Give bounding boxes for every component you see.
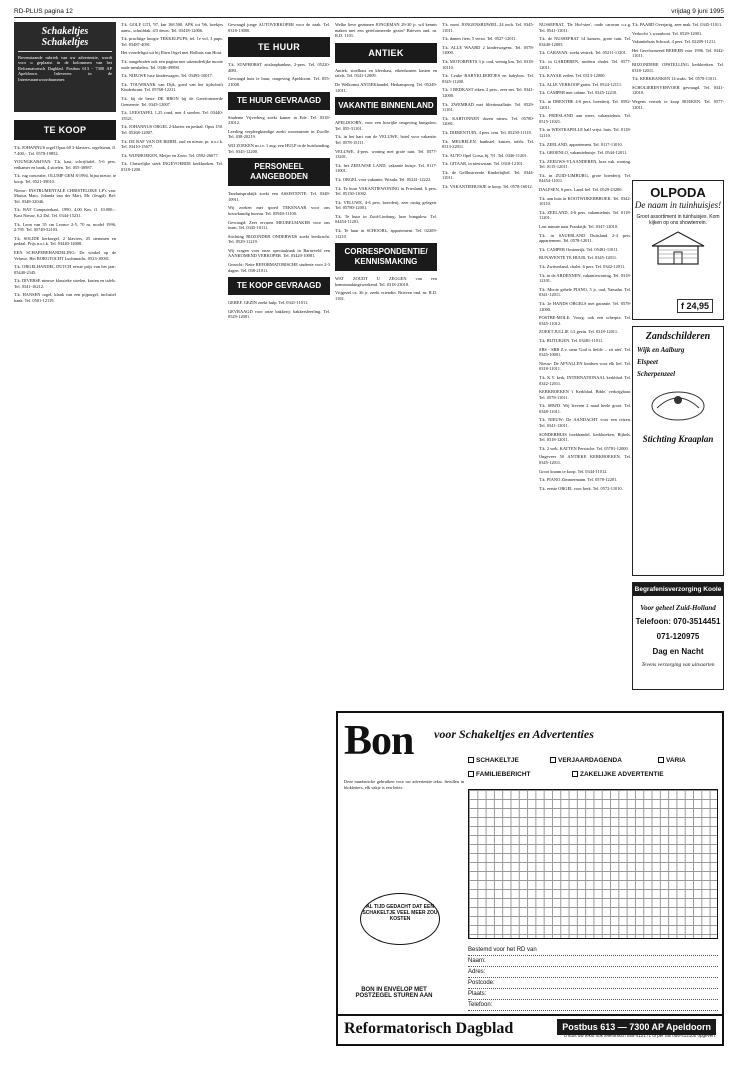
tuinhuis-drawing (648, 230, 708, 266)
field-adres[interactable]: Adres: (468, 967, 718, 978)
classified-ad: T.k. rug concealer, OLUMP GEM 8/1994, bijna nieuw, te koop. Tel. 0521-39010. (14, 173, 116, 184)
classified-ad: T.k. mooi JONGENSRIJWIEL 24 inch. Tel. 0345-11011. (442, 22, 534, 33)
column-8-real (632, 22, 724, 177)
classified-ad: T.k. de NUSSEFRAT 14 kamers, grote tuin. Tel. 03440-12005. (539, 36, 631, 47)
checkbox-icon[interactable] (468, 757, 474, 763)
option-familiebericht[interactable] (468, 771, 531, 778)
classified-ad: SBS - SBB Z.v. stem 'God is liefde ... zit niet'. Tel. 0345-10001. (539, 346, 631, 358)
column-3-lead (228, 22, 330, 33)
classified-ad: POSTBE-MOLE: Voorg. ook een scherpte. Tel. 0345-11012. (539, 315, 631, 326)
classified-ad: Nieuw: INSTRUMENTALE CHRISTELIJKE LP's van: Marius Mato, Jolanda van der Mart, Mr. (Jeugd). Bel: Tel. 0348-32046. (14, 187, 116, 204)
bon-conditions: Deze numbericke gebruiken voor uw advertentie tekst. Invullen in blokletters, elk vakje is een letter. (344, 779, 464, 790)
checkbox-icon[interactable] (658, 757, 664, 763)
checkbox-icon[interactable] (550, 757, 556, 763)
header-vakantie-binnenland: VAKANTIE BINNENLAND (335, 97, 437, 115)
classified-ad: T.k. MOTORFIETS 3 jr. oud, weinig km. Tel. 0318-10110. (442, 58, 534, 70)
classified-ad: T.k. het ZEEUWSE LAND, vakantie huisje. Tel. 0117-11001. (335, 162, 437, 174)
classified-ad: T.k. ZWEMBAD met filterinstallatie. Tel. 0529-11101. (442, 101, 534, 113)
option-verjaardagenda[interactable] (550, 757, 622, 764)
option-schakeltje[interactable] (468, 757, 519, 764)
column-3-personeel (228, 191, 330, 273)
classified-ad: T.k. in SAUERLAND Duitsland 2-4 pers. appartement. Tel. 0578-12011. (539, 232, 631, 244)
option-zakelijke[interactable] (572, 771, 664, 778)
column-4-antiek (335, 68, 437, 93)
classified-ad: Verkocht 's woonboot. Tel. 0529-12001. (632, 30, 703, 36)
classified-ad: T.k. WIJNBOEKEN, Meijer en Zoon. Tel. 0592-26677. (121, 152, 219, 158)
classified-ad: T.k. Leon van 55 cm Leonor 2-5, 70 m, model 1996, 2.795. Tel. 05749-52103. (14, 221, 116, 233)
classified-ad: T.k. in DRENTHE 4-6 pers. boerderij. Tel. 0592-12011. (539, 98, 631, 110)
bon-title: Bon (344, 718, 414, 764)
olpoda-ad (632, 180, 724, 320)
classified-ad: Wegens vertrek te koop BOEKEN. Tel. 0577-12011. (632, 98, 724, 110)
olpoda-text: Groot assortiment in tuinhuisjes. Kom kijken op ons showterrein. (636, 214, 720, 226)
classified-ad: De Welkomst ANTIEKhandel, Heikampweg. Tel. 05249-12011. (335, 81, 437, 93)
classified-ad: T.k. AUTO Opel Corsa, bj. '91. Tel. 0346-11201. (442, 152, 528, 158)
column-1 (14, 116, 116, 1051)
bon-form (336, 711, 724, 1046)
classified-ad: Tandartspraktijk zoekt een ASSISTENTE. Tel. 0348-10911. (228, 191, 330, 202)
classified-ad: T.k. aangeboden ook een pagina met uitzonderlijke mooie oude meubelen. Tel. 0346-49890. (121, 58, 223, 70)
option-familiebericht-label: FAMILIEBERICHT (476, 771, 531, 778)
column-6 (539, 22, 631, 707)
classified-ad: T.k. Te huur VAKANTIEWONING in Friesland, 6 pers. Tel. 05150-11002. (335, 185, 437, 197)
classified-ad: T.k. DIVERSE nieuwe klassieke stoelen, kasten en tafels. Tel. 0341-16212. (14, 278, 116, 289)
column-3 (228, 22, 330, 1052)
classified-ad: BIJZONDERE OPSTELLING kerkboeken. Tel. 0318-12011. (632, 61, 724, 73)
classified-ad: VELUWE, 4-pers. woning met grote tuin. Tel. 0577-13201. (335, 148, 437, 160)
option-schakeltje-label: SCHAKELTJE (476, 757, 519, 764)
olpoda-title: OLPODA (650, 185, 706, 200)
masthead (14, 8, 724, 20)
classified-ad: T.k. CAMPER Oostenrijk. Tel. 05481-11011. (539, 246, 619, 252)
classified-ad: T.k. in GARDEREN, modern chalet. Tel. 0577-12011. (539, 58, 631, 70)
classified-ad: T.k. GROENLO, vakantiehuisje. Tel. 0544-12011. (539, 150, 628, 156)
classified-ad: T.k. ZEELAND, appartement. Tel. 0117-11010. (539, 141, 623, 147)
zand-sign: Stichting Kraaplan (642, 434, 714, 444)
classified-ad: T.k. NIEUWE luxe kinderwagen. Tel. 03495-10017. (121, 73, 213, 79)
classified-ad: T.k. in de ARDENNEN, vakantiewoning. Tel. 0318-12101. (539, 272, 631, 284)
option-verjaardagenda-label: VERJAARDAGENDA (558, 757, 622, 764)
classified-ad: T.k. HANSEN orgel, klank van een pijporgel, inclusief bank. Tel. 0581-12119. (14, 292, 116, 304)
checkbox-icon[interactable] (572, 771, 578, 777)
classified-ad: SONDERHUIS boekhandel, kerkboeken, Bijbels. Tel. 0318-12011. (539, 431, 631, 443)
option-varia-label: VARIA (666, 757, 686, 764)
classified-ad: T.k. eerste ORGEL voor kerk. Tel. 0572-11010. (539, 485, 623, 491)
begraaf-firm: Voor geheel Zuid-Holland (640, 604, 716, 612)
column-3-gevraagd (228, 115, 330, 155)
classified-ad: T.k. MEUBELEN, bankstel, kasten, tafels. Tel. 0513-22011. (442, 138, 534, 150)
column-2 (121, 22, 223, 1052)
classified-ad: T.k. ALLE WAARD 2 kinderwagens. Tel. 0578-11000. (442, 44, 534, 56)
classified-ad: T.k. ORGEL voor vakantie, Wouda. Tel. 05241-12222. (335, 176, 432, 182)
banner-intro: Bovenstaande rubriek van uw advertentie, wordt voor u geplaatst in de kolommen van het Reformatorisch Dagblad. Postbus 613 - 7300 AP Apeldoorn. Inleveren: in de Interieurantwoordnummer. (18, 55, 112, 82)
field-naam[interactable]: Naam: (468, 956, 718, 967)
classified-ad: WAT ZOUDT U ZEGGEN van een kennismakingsweekend. Tel. 0318-23018. (335, 276, 437, 287)
classified-ad: T.k. ALLE VERKOOP gratis. Tel. 0524-12111. (539, 81, 623, 87)
header-antiek: ANTIEK (335, 43, 437, 63)
classified-ad: YOUNGKAR4VAN: T.k. kast, schrijftafel, 5-6 pers. eetkamer en bank, 4 stoelen. Tel. 055-30987. (14, 159, 116, 170)
classified-ad: Groot kraam te koop. Tel. 0344-11012. (539, 468, 608, 474)
option-varia[interactable] (658, 757, 686, 764)
classified-ad: Het voordeligst uit bij Eben Orgel met Hofhuis van Hout. (121, 50, 223, 56)
classified-ad: T.k. KAYAK zeilen. Tel. 0313-12000. (539, 73, 606, 79)
column-6-ads (539, 22, 631, 491)
column-3-huur (228, 62, 330, 87)
classified-ad: Gezocht: Nette REFORMATORISCHE studente voor 2-3 dagen. Tel. 038-21011. (228, 262, 330, 273)
classified-ad: SCHOLIERENVERVOER gevraagd. Tel. 0341-12010. (632, 84, 724, 96)
column-4-corr (335, 276, 437, 301)
classified-ad: T.k. KARTONNEN dozen nieuw. Tel. 05780-12001. (442, 115, 534, 127)
classified-ad: T.k. STAPHORST zitslaapbanken, 2-pers. Tel. 05220-4081. (228, 62, 330, 73)
classified-ad: T.k. PAARD Overjarig, zeer mak. Tel. 0345-11011. (632, 22, 723, 27)
field-telefoon[interactable]: Telefoon: (468, 1000, 718, 1011)
begraaf-tel1: Telefoon: 070-3514451 (635, 617, 721, 626)
olpoda-subtitle: De naam in tuinhuisjes! (634, 200, 722, 210)
header-te-huur: TE HUUR (228, 37, 330, 57)
classified-ad: T.k. SRWD. Wij leveren 2 maal heele groot. Tel. 0348-11011. (539, 403, 631, 414)
classified-ad: T.k. NIEUW: De AANDACHT voor een reizen. Tel. 0341-13011. (539, 417, 631, 429)
classified-ad: T.k. JOHANNUS ORGEL 2-klavier en pedaal. Opus 150. Tel. 05268-12007. (121, 124, 223, 135)
classified-ad: Vrijgezel ca. 36 jr. zoekt vriendin. Brieven ond. nr. R.D. 1102. (335, 290, 437, 302)
classified-ad: T.k. bij de beste DE BRON bij de Gereformeerde Gemeente. Tel. 0345-12007. (121, 95, 223, 107)
classified-ad: ZOEKT JULLIE 1/2 gezin. Tel. 0318-12011. (539, 329, 619, 335)
header-personeel: PERSONEEL AANGEBODEN (228, 158, 330, 186)
classified-ad: T.k. in ZUID-LIMBURG, grote boerderij. Tel. 04454-11011. (539, 172, 631, 184)
classified-ad: Leerling verpleegkundige zoekt woonruimte in Zwolle. Tel. 038-20219. (228, 128, 330, 140)
olpoda-price: f 24,95 (677, 299, 713, 313)
classified-ad: T.k. in het hart van de VELUWE, hotel voor vakantie. Tel. 0578-15111. (335, 134, 437, 145)
classified-ad: T.k. RIJTUIGEN. Tel. 03481-11011. (539, 337, 604, 343)
bon-oval: AL TIJD GEDACHT DAT EEN SCHAKELTJE VEEL MEER ZOU KOSTEN (360, 893, 440, 945)
classified-ad: Welke lieve gezinnen JONGEMAN 29-30 jr. wil kennis maken met een gereformeerde gezin? Brieven ond. nr. R.D. 1101. (335, 22, 437, 39)
classified-ad: T.k. 2e HANDS ORGELS met garantie. Tel. 0578-12000. (539, 300, 631, 312)
classified-ad: T.k. LEESTAFEL 1,25 rond, met 4 stoelen. Tel. 03440-15521. (121, 110, 223, 121)
header-te-huur-gevraagd: TE HUUR GEVRAAGD (228, 92, 330, 110)
classified-ad: T.k. VELUWE, 4-6 pers. boerderij, zeer rustig gelegen. Tel. 05780-12001. (335, 199, 437, 211)
bon-post: BON IN ENVELOP MET POSTZEGEL STUREN AAN (355, 987, 433, 999)
classified-ad: T.k. GOLF GTI, '97, km 168.500, APK tot '96, boekjes aanw., schuifdak, 4/5 deurs. Tel. 03418-12006. (121, 22, 223, 33)
option-zakelijke-label: ZAKELIJKE ADVERTENTIE (580, 771, 664, 778)
begraaf-tel2: 071-120975 (656, 632, 700, 641)
begraaf-dag: Dag en Nacht (652, 647, 704, 656)
classified-ad: T.k. CAMPER met cabine. Tel. 0345-12210. (539, 90, 618, 96)
classified-ad: T.k. prachtige hoogte TEKKELPUPS, tel. 1e vol, 3 pups. Tel. 03487-4091. (121, 36, 223, 47)
zand-emblem-icon (643, 384, 713, 424)
bon-tagline: voor Schakeltjes en Advertenties (434, 727, 594, 741)
column-3-tail (228, 300, 330, 320)
header-correspondentie: CORRESPONDENTIE/ KENNISMAKING (335, 243, 437, 271)
classified-ad: T.k. DE RAF VAN DE BIJBEL oud en nieuw, pr. n.o.t.k. Tel. 03410-15677. (121, 138, 223, 150)
begraaf-foot: Tevens verzorging van uitvaarten (641, 662, 715, 668)
classified-ad: GEVRAAGD voor onze bakkerij: bakkersleerling. Tel. 0529-12001. (228, 308, 330, 320)
classified-ad: T.k. ORGELHANDEL DUTCH eerste prijs van het jaar: 05440-2345. (14, 264, 116, 275)
classified-ad: T.k. PIANO Zimmermann. Tel. 0578-12201. (539, 477, 618, 483)
zandschilderen-ad (632, 326, 724, 576)
zand-elspeet: Elspeet (637, 358, 658, 366)
classified-ad: T.k. ZEEUWS-VLAANDEREN, luxe vak. woning. Tel. 0115-12011. (539, 158, 631, 170)
classified-ad: Gevraagd huis te huur, omgeving Apeldoorn. Tel. 055-21008. (228, 76, 330, 87)
column-5-ads (442, 22, 534, 190)
classified-ad: T.k. RAT Computerkast, 1990, 4,00 Km, fl. 10.000,-. Kast Nieuw, 6,2 Dsl. Tel. 0344-15231. (14, 207, 116, 218)
begrafenis-ad (632, 582, 724, 690)
classified-ad: Gevraagd jonge AUTOVERKOPER voor de zaak. Tel. 0318-13000. (228, 22, 330, 33)
masthead-date: vrijdag 9 juni 1995 (671, 8, 724, 15)
classified-ad: Last minute naar Frankrijk. Tel. 0347-12010. (539, 224, 619, 230)
field-rd[interactable]: Bestemd voor het RD van (468, 945, 718, 956)
classified-ad: GEREF. GEZIN zoekt hulp. Tel. 0341-11011. (228, 300, 309, 306)
classified-ad: T.k. FRIESLAND aan meer, vakantiehuis. Tel. 0515-11021. (539, 113, 631, 124)
classified-ad: T.k. DIERENTUIN, 4 pers. tent. Tel. 05250-11110. (442, 129, 532, 135)
header-te-koop: TE KOOP (14, 120, 116, 140)
column-2-ads (121, 22, 223, 172)
classified-ad: T.k. 2 wek. KATTEN Persische. Tel. 05781-12000. (539, 445, 629, 451)
classified-ad: Nieuw: De AFVALLEN kindsen voor elk lief. Tel. 0318-11011. (539, 360, 631, 372)
classified-ad: T.k. in WESTKAPELLE half vrijst. huis. Tel. 0118-12110. (539, 127, 631, 138)
column-8-ads (632, 22, 724, 110)
classified-ad: WIJ ZOEKEN m.i.v. 1 aug. een HULP in de huishouding. Tel. 0345-12200. (228, 142, 330, 154)
classified-ad: Stichting BIJZONDER ONDERWIJS zoekt leerkracht. Tel. 0529-11219. (228, 233, 330, 245)
schakeltjes-banner (14, 22, 116, 112)
classified-ad: T.k. Te huur in SCHOORL, appartement. Tel. 02209-11210. (335, 228, 437, 239)
classified-ad: Studente Vijverberg zoekt kamer in Ede. Tel. 0318-23012. (228, 114, 330, 126)
classified-ad: NUSSEFRAT, 'De Hof-stee', oude caravan o.z.g. Tel. 0541-11011. (539, 22, 631, 33)
classified-ad: T.k. Mooie gehele PIANO, 5 jr. oud, Yamaha. Tel. 0341-12011. (539, 286, 631, 298)
classified-ad: EEN SCHAPEBEHANDELING: De winkel op de Veluwe. Het BORGTOCHT Luchtmacht. 0523-10001. (14, 249, 116, 261)
classified-ad: T.k. Te huur in Zuid-Limburg, luxe bungalow. Tel. 04454-11201. (335, 213, 437, 225)
paper-address: Postbus 613 — 7300 AP Apeldoorn (557, 1019, 716, 1035)
classified-ad: T.k. CARAVAN: zoekt vertrek. Tel. 05211-11201. (539, 50, 627, 56)
masthead-page: RD-PLUS pagina 12 (14, 8, 73, 15)
column-1-ads (14, 145, 116, 304)
bon-fields (468, 945, 718, 1011)
classified-ad: DALFSEN, 6 pers. Land. bel. Tel. 0529-23200. (539, 187, 623, 193)
classified-ad: T.k. KERKBANKEN 14 stuks. Tel. 0578-11011. (632, 76, 718, 82)
classified-ad: T.k. dames fiets, 5 versn. Tel. 0527-12011. (442, 36, 517, 42)
classified-ad: T.k. GITAAR, in nieuwstaat. Tel. 0318-12101. (442, 161, 524, 167)
classified-ad: T.k. de Geïllustreerde Kinderbijbel. Tel. 0344-11011. (442, 169, 534, 181)
zand-title: Zandschilderen (645, 331, 711, 342)
classified-ad: T.k. Leuke BABYKLEERTJES en babybox. Tel. 0345-11200. (442, 73, 534, 84)
classified-ad: Antiek, stoelkast en kleerkast, eikenhouten kasten en tafels. Tel. 0341-12009. (335, 67, 437, 79)
classified-ad: T.k. VAKANTIEHUISJE te koop. Tel. 0578-16012. (442, 184, 533, 190)
column-4 (335, 22, 437, 707)
tuinhuis-image (648, 230, 708, 266)
classified-ad: Gevraagd: Zeer ervaren MEUBELMAKER voor ons team. Tel. 0345-10111. (228, 219, 330, 231)
field-plaats[interactable]: Plaats: (468, 989, 718, 1000)
classified-ad: BUNAVENTE TE HUUR. Tel. 0345-12011. (539, 255, 618, 261)
top-rule (14, 17, 724, 18)
classified-ad: T.k. 1 BEDKAST eiken, 2 pers., zeer net. Tel. 0341-12000. (442, 87, 534, 98)
paper-name: Reformatorisch Dagblad (344, 1020, 514, 1037)
classified-ad: Ongeveer 50 ANTIEKE KERKBOEKEN. Tel. 0345-12011. (539, 454, 631, 466)
classified-ad: T.k. Zwitserland, chalet, 6 pers. Tel. 0342-12011. (539, 264, 626, 269)
classified-ad: T.k. SOLIDE kerkorgel, 2 klaviers, 25 stemmen en pedaal. Prijs n.o.t.k. Tel. 03440-14008. (14, 235, 116, 247)
classified-ad: Wij vragen voor onze speciaalzaak in Barneveld een AANKOMEND VERKOPER. Tel. 03420-10081. (228, 247, 330, 259)
paper-footer (338, 1014, 722, 1044)
column-4-lead (335, 22, 437, 39)
classified-ad: APELDOORN, voor een bosrijke omgeving bungalow. Tel. 055-31101. (335, 120, 437, 131)
classified-ad: Vakantiehuis Schoorl, 4 pers. Tel. 02209-11211. (632, 39, 717, 45)
paper-contact: U kunt uw tekst ook telefonisch 055-412171 of per fax 055-412100 opgeven. (563, 1033, 716, 1038)
letter-grid[interactable] (468, 789, 718, 939)
classified-ad: KERKBOEKEN 't Kerkblad. Bible, verkrijgbaar. Tel. 0578-11011. (539, 389, 631, 400)
classified-ad: Wij zoeken met spoed TEKENAAR voor ons bouwkundig bureau. Tel. 05940-11100. (228, 205, 330, 216)
classified-ad: T.k. ZEELAND, 4-6 pers. vakantiehuis. Tel. 0118-11201. (539, 209, 631, 221)
begraaf-head: Begrafenisverzorging Koole (633, 583, 723, 596)
banner-logo: Schakeltjes Schakeltjes (18, 26, 112, 52)
header-te-koop-gevraagd: TE KOOP GEVRAAGD (228, 277, 330, 295)
classified-ad: T.k. aan huis in KOOTWIJKERBROEK. Tel. 0342-10110. (539, 195, 631, 207)
zand-wijk: Wijk en Aalburg (637, 346, 685, 354)
column-5 (442, 22, 534, 707)
classified-ad: T.k. K.V. kerk, INTERNATIONAAL kerkblad. Tel. 0342-12011. (539, 374, 631, 386)
classified-ad: Het Gereformeerd BEHEER voor 1996. Tel. 0342-11011. (632, 47, 724, 59)
field-postcode[interactable]: Postcode: (468, 978, 718, 989)
classified-ad: T.k. TOUWBANK van Dijk, goed van het tijdschrift Kinderkrant. Tel. 05768-12211. (121, 81, 223, 93)
column-4-vakantie (335, 120, 437, 239)
checkbox-icon[interactable] (468, 771, 474, 777)
classified-ad: T.k. Christelijke sterk INGEVOERDE kerkboeken. Tel. 0318-1200. (121, 161, 223, 172)
classified-ad: T.k. JOHANNUS orgel Opus 60 3-klaviers, orgelsteun, fl. 7.400,-. Tel. 0578-19852. (14, 145, 116, 156)
zand-scherpenzeel: Scherpenzeel (637, 370, 676, 378)
